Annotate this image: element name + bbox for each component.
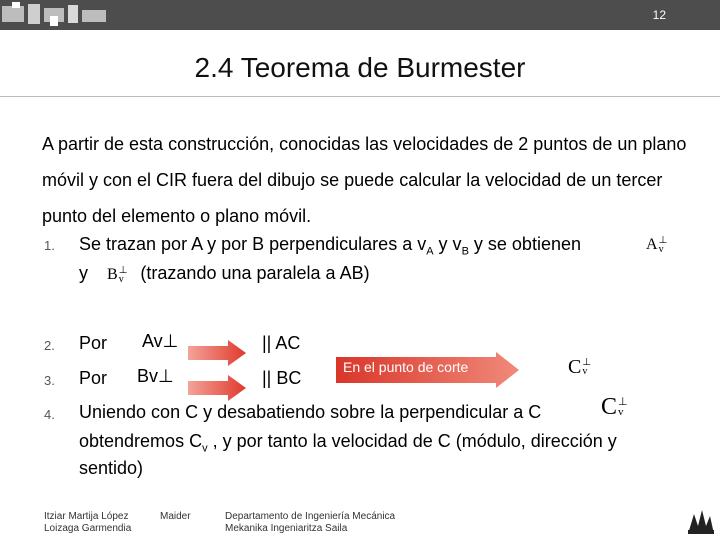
item-1-sub-a: A bbox=[426, 245, 434, 258]
math-c-sub: v bbox=[618, 406, 624, 418]
title-divider bbox=[0, 96, 720, 97]
footer-author-2: Loizaga Garmendia bbox=[44, 523, 132, 534]
arrow-right-icon bbox=[188, 338, 248, 368]
math-c-letter: C bbox=[601, 394, 618, 420]
header-bar bbox=[0, 0, 720, 30]
list-number-1: 1. bbox=[44, 238, 55, 253]
result-letter: C bbox=[568, 356, 582, 378]
result-perp: ⊥ bbox=[582, 357, 592, 368]
item-4-line-3: sentido) bbox=[79, 458, 144, 478]
math-a-letter: A bbox=[646, 236, 658, 253]
slide-title: 2.4 Teorema de Burmester bbox=[194, 52, 526, 83]
item-3-por: Por bbox=[79, 368, 108, 388]
list-number-2: 2. bbox=[44, 338, 55, 353]
arrow-label: En el punto de corte bbox=[343, 359, 469, 375]
list-number-4: 4. bbox=[44, 407, 55, 422]
item-2-por: Por bbox=[79, 333, 108, 353]
footer-author-3: Maider bbox=[160, 511, 191, 522]
item-2-relation: || AC bbox=[262, 333, 301, 353]
math-b-perp-v bbox=[107, 266, 127, 284]
item-4-line-2-a: obtendremos C bbox=[79, 431, 203, 451]
intro-paragraph: A partir de esta construcción, conocidas las velocidades de 2 puntos de un plano móvil y con el CIR fuera del dibujo se puede calcular la velocidad de un tercer punto del elemento o plano móvil. bbox=[42, 134, 687, 226]
item-1-text-a: Se trazan por A y por B perpendiculares a v bbox=[79, 234, 427, 254]
page-number: 12 bbox=[652, 8, 666, 22]
math-c-perp-v bbox=[601, 394, 628, 421]
arrow-right-icon bbox=[188, 373, 248, 403]
item-4-line-2-sub: v bbox=[202, 442, 208, 455]
item-1-sub-b: B bbox=[461, 245, 469, 258]
math-b-perp: ⊥ bbox=[118, 265, 128, 276]
footer-dept-1: Departamento de Ingeniería Mecánica bbox=[225, 511, 396, 522]
footer-authors bbox=[44, 511, 131, 535]
math-b-letter: B bbox=[107, 266, 118, 283]
item-3-symbol: Bv⊥ bbox=[137, 366, 174, 386]
math-a-perp: ⊥ bbox=[658, 235, 668, 246]
item-1-line-2 bbox=[79, 263, 370, 284]
item-4-line-1: Uniendo con C y desabatiendo sobre la perpendicular a C bbox=[79, 402, 542, 422]
footer-department bbox=[225, 511, 395, 535]
item-1-line-2-suffix: (trazando una paralela a AB) bbox=[140, 263, 370, 283]
university-logo bbox=[2, 2, 110, 26]
item-1-y: y bbox=[79, 263, 88, 283]
result-sub: v bbox=[582, 366, 588, 377]
item-3-relation: || BC bbox=[262, 368, 302, 388]
university-emblem-icon bbox=[684, 504, 718, 538]
item-1-text-mid: y v bbox=[433, 234, 462, 254]
list-number-3: 3. bbox=[44, 373, 55, 388]
math-c-perp: ⊥ bbox=[618, 396, 628, 408]
math-b-sub: v bbox=[118, 274, 124, 285]
item-1-line-1 bbox=[79, 234, 581, 258]
item-4-line-2-rest: , y por tanto la velocidad de C (módulo, dirección y bbox=[207, 431, 617, 451]
item-4-line-2 bbox=[79, 431, 617, 455]
footer-author-1: Itziar Martija López bbox=[44, 511, 129, 522]
math-a-perp-v bbox=[646, 236, 667, 254]
result-c-perp-v bbox=[568, 356, 591, 379]
footer-dept-2: Mekanika Ingeniaritza Saila bbox=[225, 523, 348, 534]
item-2-symbol: Av⊥ bbox=[142, 331, 179, 351]
item-1-text-suffix: y se obtienen bbox=[468, 234, 581, 254]
math-a-sub: v bbox=[658, 244, 664, 255]
